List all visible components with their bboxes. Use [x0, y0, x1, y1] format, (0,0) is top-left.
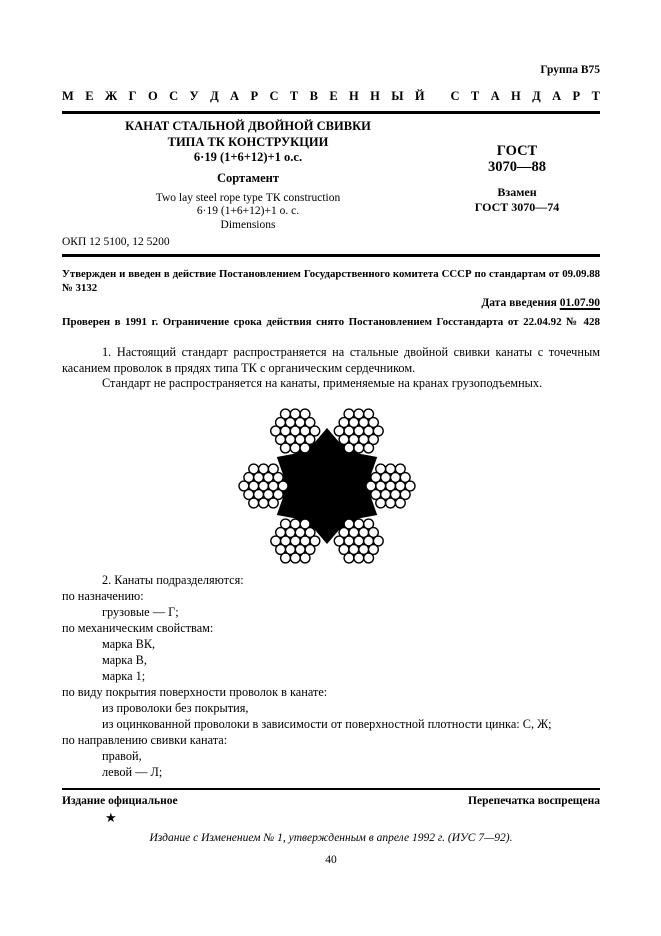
classification-item: по направлению свивки каната:	[62, 733, 228, 747]
standard-header-letter: Д	[532, 89, 541, 103]
paragraph-2: Стандарт не распространяется на канаты, применяемые на кранах грузоподъемных.	[102, 376, 543, 390]
replaces-label: Взамен	[497, 185, 537, 199]
classification-item: по назначению:	[62, 589, 144, 603]
title-line-1: КАНАТ СТАЛЬНОЙ ДВОЙНОЙ СВИВКИ	[125, 119, 371, 133]
standard-header-letter: О	[147, 89, 158, 103]
date-value: 01.07.90	[559, 297, 600, 309]
standard-header-letter: А	[230, 89, 240, 103]
date-label: Дата введения	[481, 297, 557, 309]
scope-paragraphs	[62, 345, 600, 392]
introduction-date-line	[62, 297, 600, 311]
approval-line-2: № 3132	[62, 281, 98, 294]
standard-header-letter: Р	[572, 89, 581, 103]
approval-line-1: Утвержден и введен в действие Постановлением Государственного комитета СССР по стандартам от 09.09.88	[62, 268, 600, 280]
okp-code: ОКП 12 5100, 12 5200	[62, 236, 170, 248]
rope-cross-section-diagram	[237, 398, 417, 574]
standard-header	[62, 89, 600, 103]
standard-header-letter: У	[189, 89, 199, 103]
standard-header-letter: Е	[85, 89, 94, 103]
title-line-2: ТИПА ТК КОНСТРУКЦИИ	[167, 134, 329, 149]
standard-header-letter: Ж	[104, 89, 118, 103]
title-subtitle: Сортамент	[216, 170, 279, 185]
classification-item: марка 1;	[102, 669, 146, 683]
footer-rule	[62, 788, 600, 790]
standard-header-letter: Т	[591, 89, 600, 103]
standard-header-letter: В	[309, 89, 318, 103]
reprint-forbidden-label: Перепечатка воспрещена	[468, 795, 600, 807]
classification-item: по виду покрытия поверхности проволок в канате:	[62, 685, 328, 699]
classification-item: марка В,	[102, 653, 147, 667]
star-icon: ★	[105, 810, 117, 825]
standard-header-letter: С	[169, 89, 179, 103]
standard-header-letter: Н	[370, 89, 380, 103]
section-2-intro: 2. Канаты подразделяются:	[102, 573, 244, 587]
classification-item: грузовые — Г;	[102, 605, 179, 619]
classification-item: правой,	[102, 749, 142, 763]
gost-designation-column	[434, 119, 600, 231]
replaces-number: ГОСТ 3070—74	[474, 199, 560, 214]
classification-item: по механическим свойствам:	[62, 621, 214, 635]
paragraph-1: 1. Настоящий стандарт распространяется на стальные двойной свивки канаты с точечным касанием проволок в прядях типа ТК с органическим сердечником.	[62, 345, 600, 375]
standard-header-letter: Г	[128, 89, 137, 103]
title-line-3: 6·19 (1+6+12)+1 о.с.	[193, 150, 303, 164]
standard-header-letter: А	[552, 89, 562, 103]
group-code: Группа В75	[540, 64, 600, 76]
standard-header-letter: Е	[329, 89, 338, 103]
standard-header-letter: С	[450, 89, 460, 103]
title-bottom-rule	[62, 254, 600, 257]
standard-header-letter	[436, 89, 439, 103]
header-rule	[62, 111, 600, 114]
title-en-line-3: Dimensions	[220, 218, 276, 231]
standard-header-letter: Т	[470, 89, 480, 103]
standard-header-letter: С	[269, 89, 279, 103]
standard-header-letter: Р	[250, 89, 259, 103]
classification-item: из оцинкованной проволоки в зависимости от поверхностной плотности цинка: С, Ж;	[102, 717, 552, 731]
classification-list	[62, 588, 600, 780]
page-number: 40	[325, 854, 337, 866]
title-block	[62, 119, 600, 231]
rope-cross-section-figure	[237, 398, 417, 574]
standard-header-letter: М	[62, 89, 74, 103]
standard-header-letter: Й	[414, 89, 425, 103]
title-en-line-2: 6·19 (1+6+12)+1 о. с.	[196, 205, 300, 217]
official-edition-label: Издание официальное	[62, 795, 178, 807]
checked-line: Проверен в 1991 г. Ограничение срока действия снято Постановлением Госстандарта от 22.04.92 № 428	[62, 315, 600, 328]
approval-block	[62, 268, 600, 329]
standard-header-letter: Т	[289, 89, 299, 103]
edition-note: Издание с Изменением № 1, утвержденным в апреле 1992 г. (ИУС 7—92).	[149, 832, 513, 844]
title-en-line-1: Two lay steel rope type ТК construction	[155, 191, 341, 204]
title-english	[62, 192, 434, 232]
title-left-column	[62, 119, 434, 231]
footer-row	[62, 795, 600, 807]
classification-item: марка ВК,	[102, 637, 156, 651]
standard-header-letter: Д	[210, 89, 219, 103]
gost-number: 3070—88	[488, 159, 546, 175]
standard-header-letter: Ы	[391, 89, 404, 103]
standard-header-letter: Н	[349, 89, 359, 103]
standard-header-letter: А	[490, 89, 500, 103]
classification-item: левой — Л;	[102, 765, 163, 779]
classification-item: из проволоки без покрытия,	[102, 701, 249, 715]
classification-section	[62, 572, 600, 780]
standard-header-letter: Н	[511, 89, 521, 103]
gost-label: ГОСТ	[496, 143, 538, 159]
